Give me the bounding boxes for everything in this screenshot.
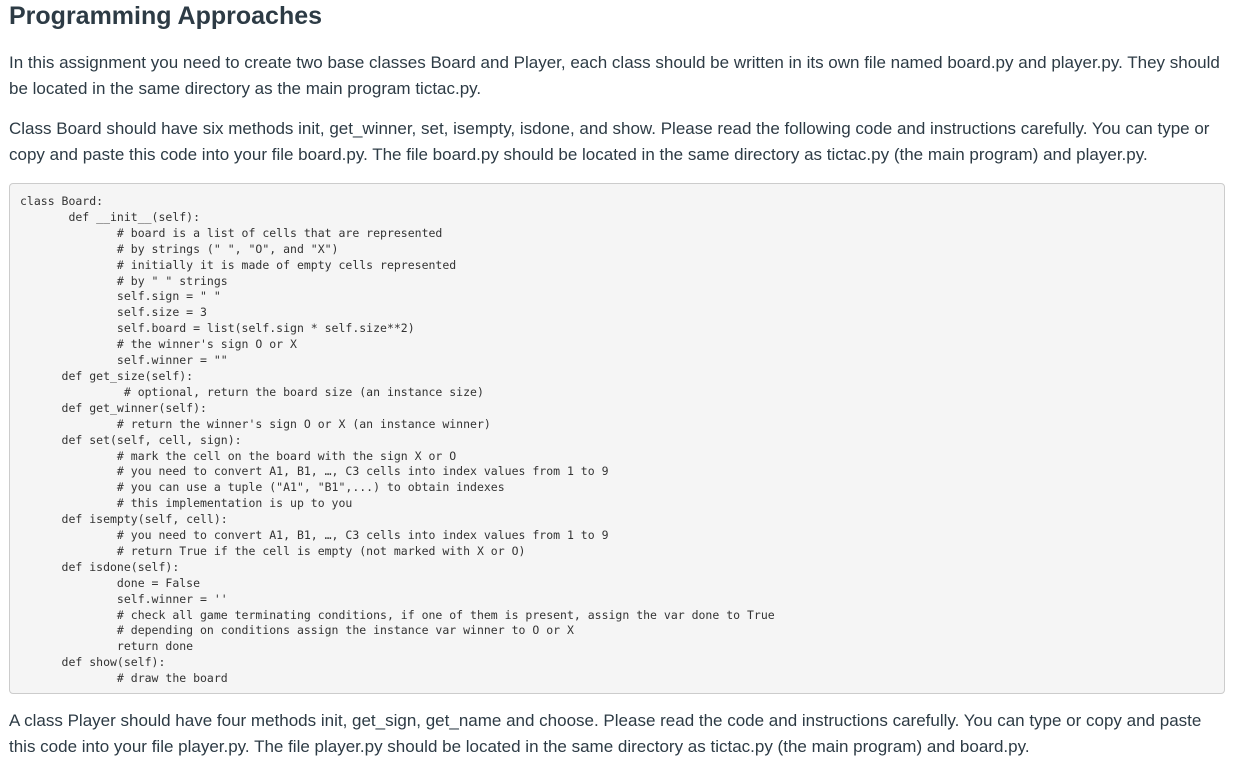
code-block (9, 183, 1225, 694)
page-title: Programming Approaches (9, 2, 323, 30)
board-class-paragraph: Class Board should have six methods init, get_winner, set, isempty, isdone, and show. Please read the following code and instructions carefully. You can type or copy and paste this code into your file board.py. The file board.py should be located in the same directory as tictac.py (the main program) and player.py. (9, 119, 1210, 164)
player-class-paragraph: A class Player should have four methods init, get_sign, get_name and choose. Please read the code and instructions carefully. You can type or copy and paste this code into your file player.py. The file player.py should be located in the same directory as tictac.py (the main program) and board.py. (9, 711, 1202, 756)
intro-paragraph: In this assignment you need to create two base classes Board and Player, each class should be written in its own file named board.py and player.py. They should be located in the same directory as the main program tictac.py. (9, 53, 1220, 98)
board-class-code: class Board: def __init__(self): # board is a list of cells that are represented # by strings (" ", "O", and "X") # initially it is made of empty cells represented # by " " strings self.sign = " " self.size = 3 self.board = list(self.sign * self.size**2) # the winner's sign O or X self.winner = "" def get_size(self): # optional, return the board size (an instance size) def get_winner(self): # return the winner's sign O or X (an instance winner) def set(self, cell, sign): # mark the cell on the board with the sign X or O # you need to convert A1, B1, …, C3 cells into index values from 1 to 9 # you can use a tuple ("A1", "B1",...) to obtain indexes # this implementation is up to you def isempty(self, cell): # you need to convert A1, B1, …, C3 cells into index values from 1 to 9 # return True if the cell is empty (not marked with X or O) def isdone(self): done = False self.winner = '' # check all game terminating conditions, if one of them is present, assign the var done to True # depending on conditions assign the instance var winner to O or X return done def show(self): # draw the board (20, 194, 775, 686)
